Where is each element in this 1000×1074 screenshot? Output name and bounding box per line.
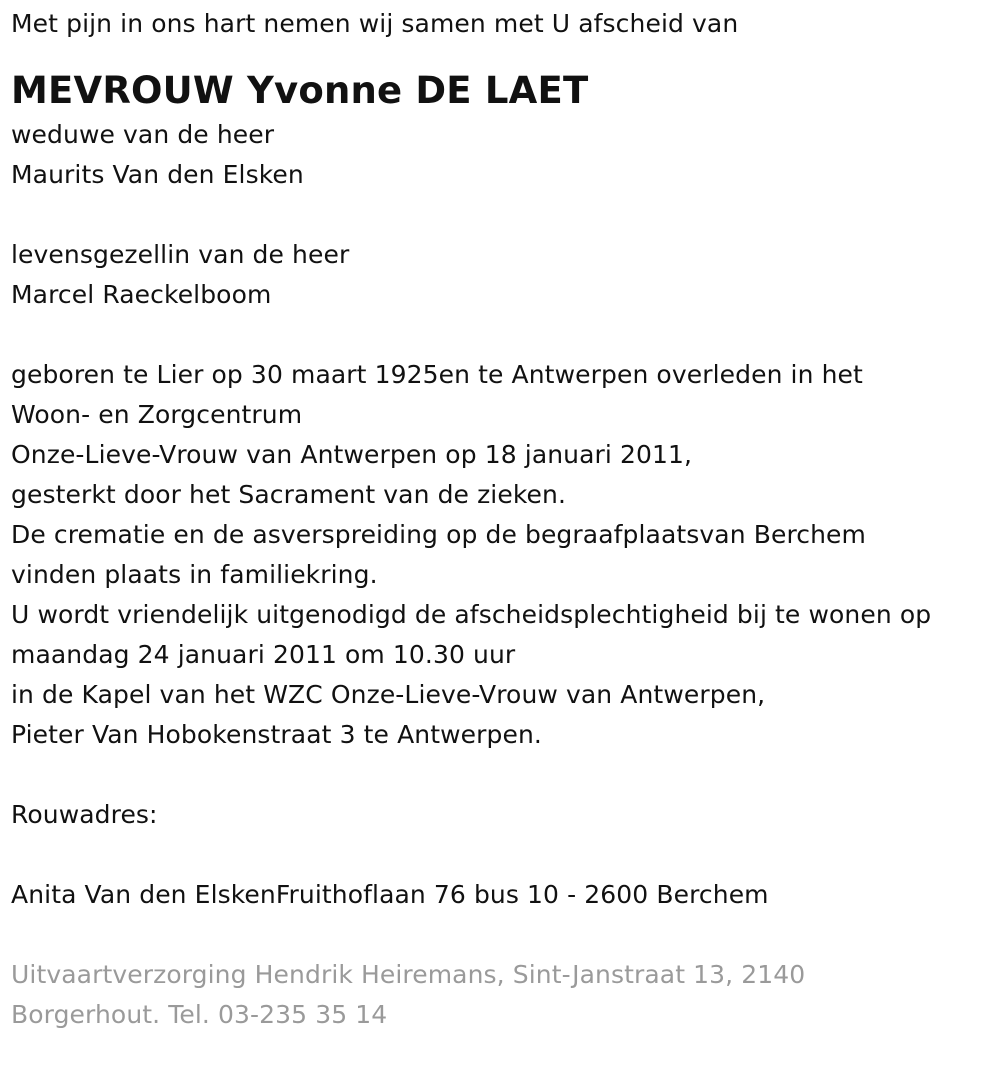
body-line: Pieter Van Hobokenstraat 3 te Antwerpen. bbox=[11, 720, 542, 749]
body-line: geboren te Lier op 30 maart 1925en te Antwerpen overleden in het bbox=[11, 360, 863, 389]
body-line: Woon- en Zorgcentrum bbox=[11, 400, 303, 429]
spacer bbox=[11, 195, 1000, 235]
spacer bbox=[11, 835, 1000, 875]
spacer bbox=[11, 755, 1000, 795]
body-line: gesterkt door het Sacrament van de zieken. bbox=[11, 480, 566, 509]
intro-text: Met pijn in ons hart nemen wij samen met U afscheid van bbox=[11, 9, 739, 38]
partner-line-2: Marcel Raeckelboom bbox=[11, 280, 272, 309]
obituary-notice bbox=[0, 4, 1000, 1074]
body-line: De crematie en de asverspreiding op de begraafplaatsvan Berchem bbox=[11, 520, 866, 549]
spouse-line-2: Maurits Van den Elsken bbox=[11, 160, 304, 189]
spacer bbox=[11, 315, 1000, 355]
body-line: Onze-Lieve-Vrouw van Antwerpen op 18 januari 2011, bbox=[11, 440, 693, 469]
spacer bbox=[11, 915, 1000, 955]
partner-line-1: levensgezellin van de heer bbox=[11, 240, 350, 269]
funeral-director-line-2: Borgerhout. Tel. 03-235 35 14 bbox=[11, 1000, 388, 1029]
mourning-address: Anita Van den ElskenFruithoflaan 76 bus 10 - 2600 Berchem bbox=[11, 880, 769, 909]
funeral-director-line-1: Uitvaartverzorging Hendrik Heiremans, Sint-Janstraat 13, 2140 bbox=[11, 960, 806, 989]
body-line: maandag 24 januari 2011 om 10.30 uur bbox=[11, 640, 516, 669]
body-line: U wordt vriendelijk uitgenodigd de afscheidsplechtigheid bij te wonen op bbox=[11, 600, 932, 629]
body-line: in de Kapel van het WZC Onze-Lieve-Vrouw van Antwerpen, bbox=[11, 680, 766, 709]
body-line: vinden plaats in familiekring. bbox=[11, 560, 378, 589]
address-label: Rouwadres: bbox=[11, 800, 158, 829]
deceased-name: MEVROUW Yvonne DE LAET bbox=[11, 69, 589, 112]
spouse-line-1: weduwe van de heer bbox=[11, 120, 275, 149]
